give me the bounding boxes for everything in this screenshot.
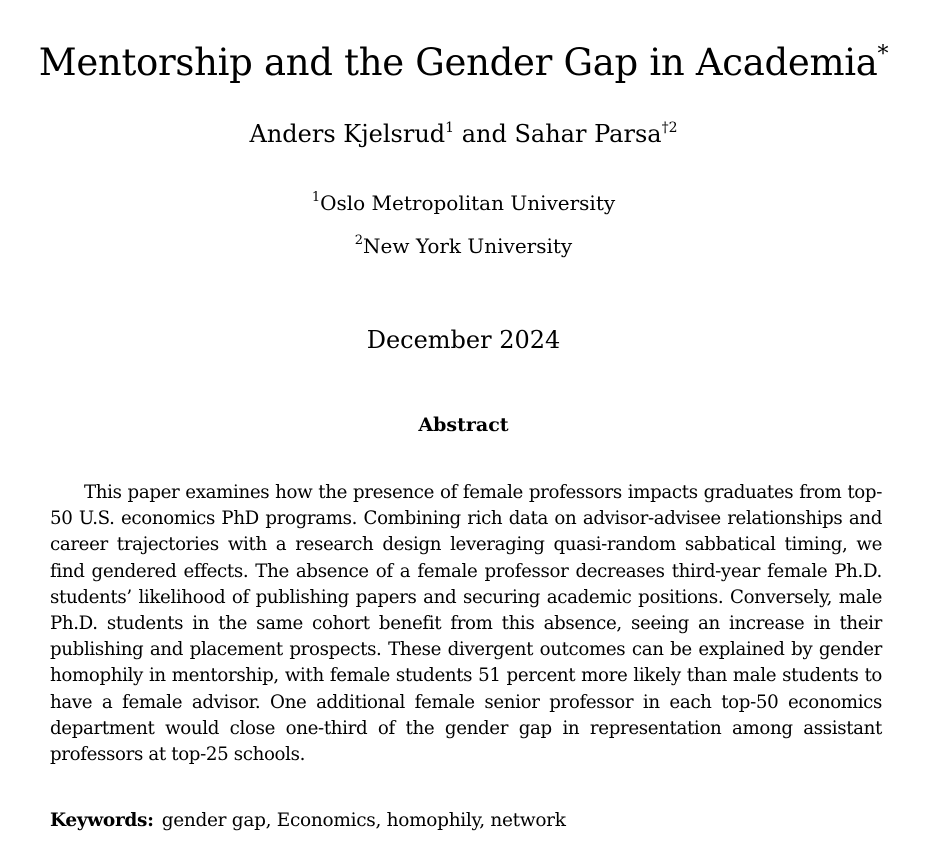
affiliation-2 <box>0 231 927 261</box>
keywords-line <box>50 806 882 836</box>
affiliation-mark-2: 2 <box>354 233 364 248</box>
paper-title <box>0 37 927 89</box>
keywords-list: gender gap, Economics, homophily, network <box>161 810 566 831</box>
affiliation-name-1: Oslo Metropolitan University <box>320 191 616 215</box>
title-footnote-mark: * <box>877 41 889 67</box>
author-mark-2: †2 <box>661 120 678 136</box>
affiliation-name-2: New York University <box>363 234 573 258</box>
abstract-text: This paper examines how the presence of female professors impacts graduates from top-50 U.S. economics PhD programs. Combining rich data on advisor-advisee relationships and career trajectories with a research design leveraging quasi-random sabbatical timing, we find gendered effects. The absence of a female professor decreases third-year female Ph.D. students’ likelihood of publishing papers and securing academic positions. Conversely, male Ph.D. students in the same cohort benefit from this absence, seeing an increase in their publishing and placement prospects. These divergent outcomes can be explained by gender homophily in mentorship, with female students 51 percent more likely than male students to have a female advisor. One additional female senior professor in each top-50 economics department would close one-third of the gender gap in representation among assistant professors at top-25 schools. <box>50 482 882 766</box>
author-name-1: Anders Kjelsrud <box>249 120 446 148</box>
paper-title-text: Mentorship and the Gender Gap in Academia <box>38 40 878 84</box>
paper-date: December 2024 <box>366 326 561 354</box>
author-join: and <box>454 120 515 148</box>
author-mark-1: 1 <box>445 120 455 136</box>
keywords-label: Keywords: <box>50 810 154 831</box>
author-line <box>0 116 927 152</box>
abstract-heading: Abstract <box>418 414 509 436</box>
affiliation-mark-1: 1 <box>311 190 321 205</box>
affiliation-1 <box>0 188 927 218</box>
author-name-2: Sahar Parsa <box>514 120 662 148</box>
